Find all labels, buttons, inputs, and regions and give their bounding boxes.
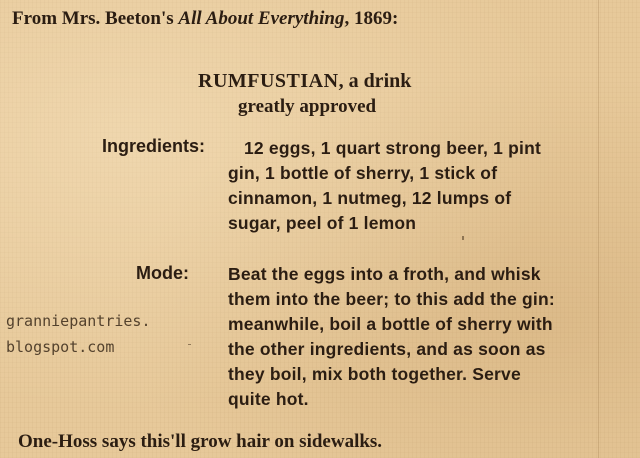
mode-line-6: quite hot. [228, 389, 309, 409]
paper-fold [598, 0, 599, 458]
source-line [12, 8, 398, 30]
mode-label: Mode: [136, 263, 189, 283]
footer-note: One-Hoss says this'll grow hair on sidewalks. [18, 431, 383, 452]
ingredients-line-2: gin, 1 bottle of sherry, 1 stick of [228, 163, 498, 183]
recipe-title-name: RUMFUSTIAN [198, 70, 339, 92]
mode-line-2: them into the beer; to this add the gin: [228, 289, 555, 309]
source-book-title: All About Everything [178, 8, 345, 29]
source-year: , 1869: [344, 8, 399, 29]
watermark-line-2: blogspot.com [6, 338, 115, 356]
ingredients-line-3: cinnamon, 1 nutmeg, 12 lumps of [228, 188, 512, 208]
recipe-title-rest: , a drink [338, 70, 412, 92]
paper-speck [188, 344, 191, 345]
ingredients-line-1: 12 eggs, 1 quart strong beer, 1 pint [244, 138, 541, 158]
recipe-subtitle: greatly approved [238, 96, 377, 117]
watermark-line-1: granniepantries. [6, 312, 151, 330]
mode-line-1: Beat the eggs into a froth, and whisk [228, 264, 541, 284]
source-prefix: From Mrs. Beeton's [12, 8, 179, 29]
ingredients-label: Ingredients: [102, 136, 206, 156]
mode-line-3: meanwhile, boil a bottle of sherry with [228, 314, 553, 334]
mode-line-5: they boil, mix both together. Serve [228, 364, 521, 384]
ingredients-line-4: sugar, peel of 1 lemon [228, 213, 417, 233]
paper-speck [462, 236, 464, 240]
recipe-title [198, 70, 411, 92]
mode-line-4: the other ingredients, and as soon as [228, 339, 546, 359]
